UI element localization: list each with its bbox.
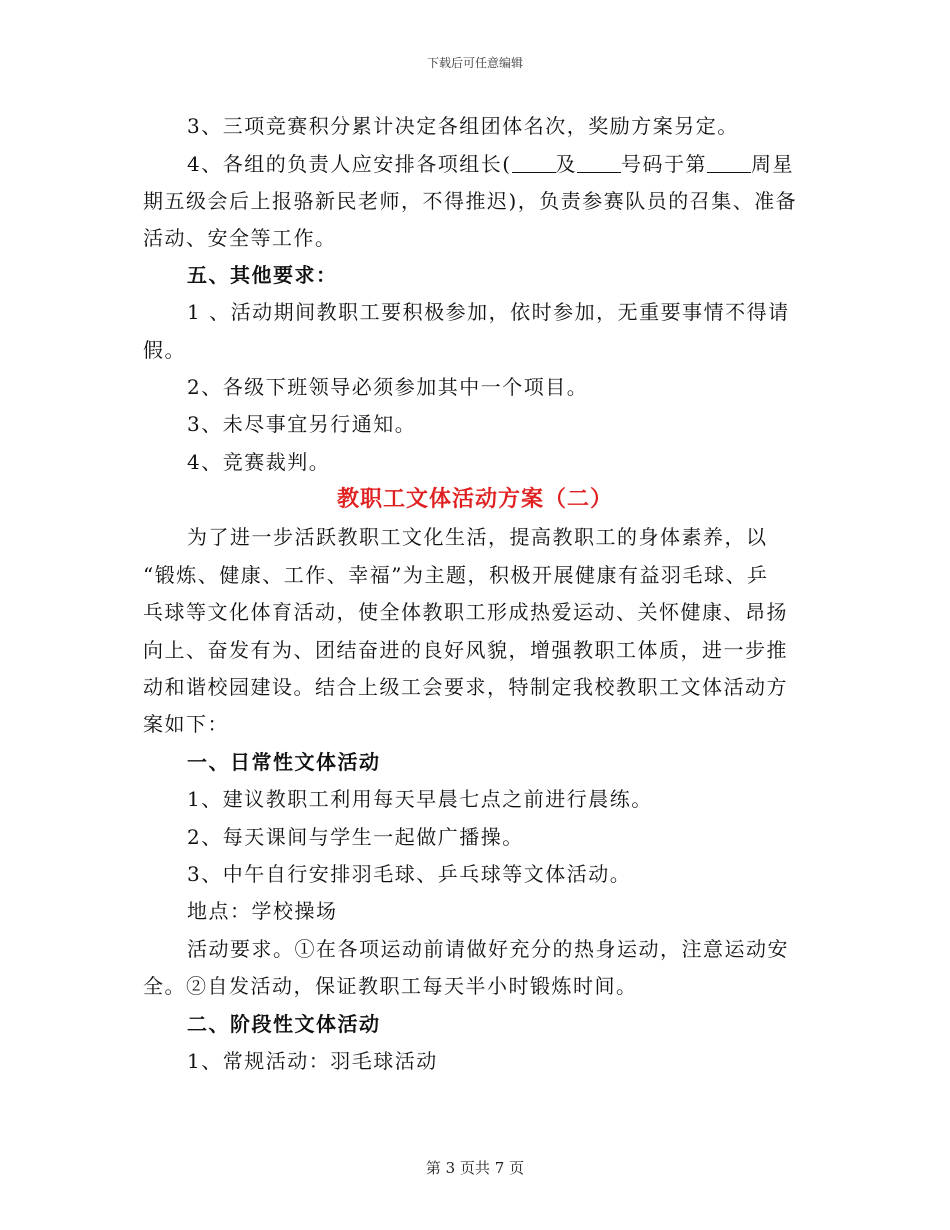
paragraph-line: 为了进一步活跃教职工文化生活，提高教职工的身体素养，以 [187,525,768,549]
text-fragment: 及 [555,152,578,176]
paragraph-line: 1 、活动期间教职工要积极参加，依时参加，无重要事情不得请 [187,300,790,324]
text-fragment: 4、各组的负责人应安排各项组长( [187,152,512,176]
paragraph-line: 全。②自发活动，保证教职工每天半小时锻炼时间。 [143,974,638,998]
page-footer: 第 3 页共 7 页 [425,1159,525,1177]
paragraph-line: “锻炼、健康、工作、幸福”为主题，积极开展健康有益羽毛球、乒 [143,563,769,587]
paragraph-line: 案如下： [143,712,229,736]
document-title: 教职工文体活动方案（二） [336,486,613,512]
paragraph-line: 3、中午自行安排羽毛球、乒乓球等文体活动。 [187,862,632,886]
paragraph-line [187,145,813,183]
paragraph-line: 4、竞赛裁判。 [187,450,331,474]
paragraph-line: 乓球等文化体育活动，使全体教职工形成热爱运动、关怀健康、昂扬 [143,600,788,624]
section-heading: 一、日常性文体活动 [187,750,381,774]
paragraph-line: 期五级会后上报骆新民老师，不得推迟)，负责参赛队员的召集、准备 [143,189,798,213]
text-fragment: 周星 [751,152,795,176]
paragraph-line: 地点：学校操场 [187,899,338,923]
paragraph-line: 3、未尽事宜另行通知。 [187,412,417,436]
text-fragment: 号码于第 [621,152,708,176]
section-heading: 二、阶段性文体活动 [187,1012,381,1036]
paragraph-line: 活动、安全等工作。 [143,226,337,250]
paragraph-line: 1、建议教职工利用每天早晨七点之前进行晨练。 [187,787,653,811]
blank-underline [577,154,621,173]
paragraph-line: 活动要求。①在各项运动前请做好充分的热身运动，注意运动安 [187,937,789,961]
paragraph-line: 假。 [143,338,186,362]
paragraph-line: 动和谐校园建设。结合上级工会要求，特制定我校教职工文体活动方 [143,675,788,699]
blank-underline [512,154,556,173]
paragraph-line: 1、常规活动：羽毛球活动 [187,1049,438,1073]
paragraph-line: 3、三项竞赛积分累计决定各组团体名次，奖励方案另定。 [187,114,739,138]
paragraph-line: 2、各级下班领导必须参加其中一个项目。 [187,375,589,399]
section-heading: 五、其他要求： [187,263,338,287]
blank-underline [707,154,751,173]
paragraph-line: 2、每天课间与学生一起做广播操。 [187,825,524,849]
paragraph-line: 向上、奋发有为、团结奋进的良好风貌，增强教职工体质，进一步推 [143,638,788,662]
page-header: 下载后可任意编辑 [426,56,523,70]
